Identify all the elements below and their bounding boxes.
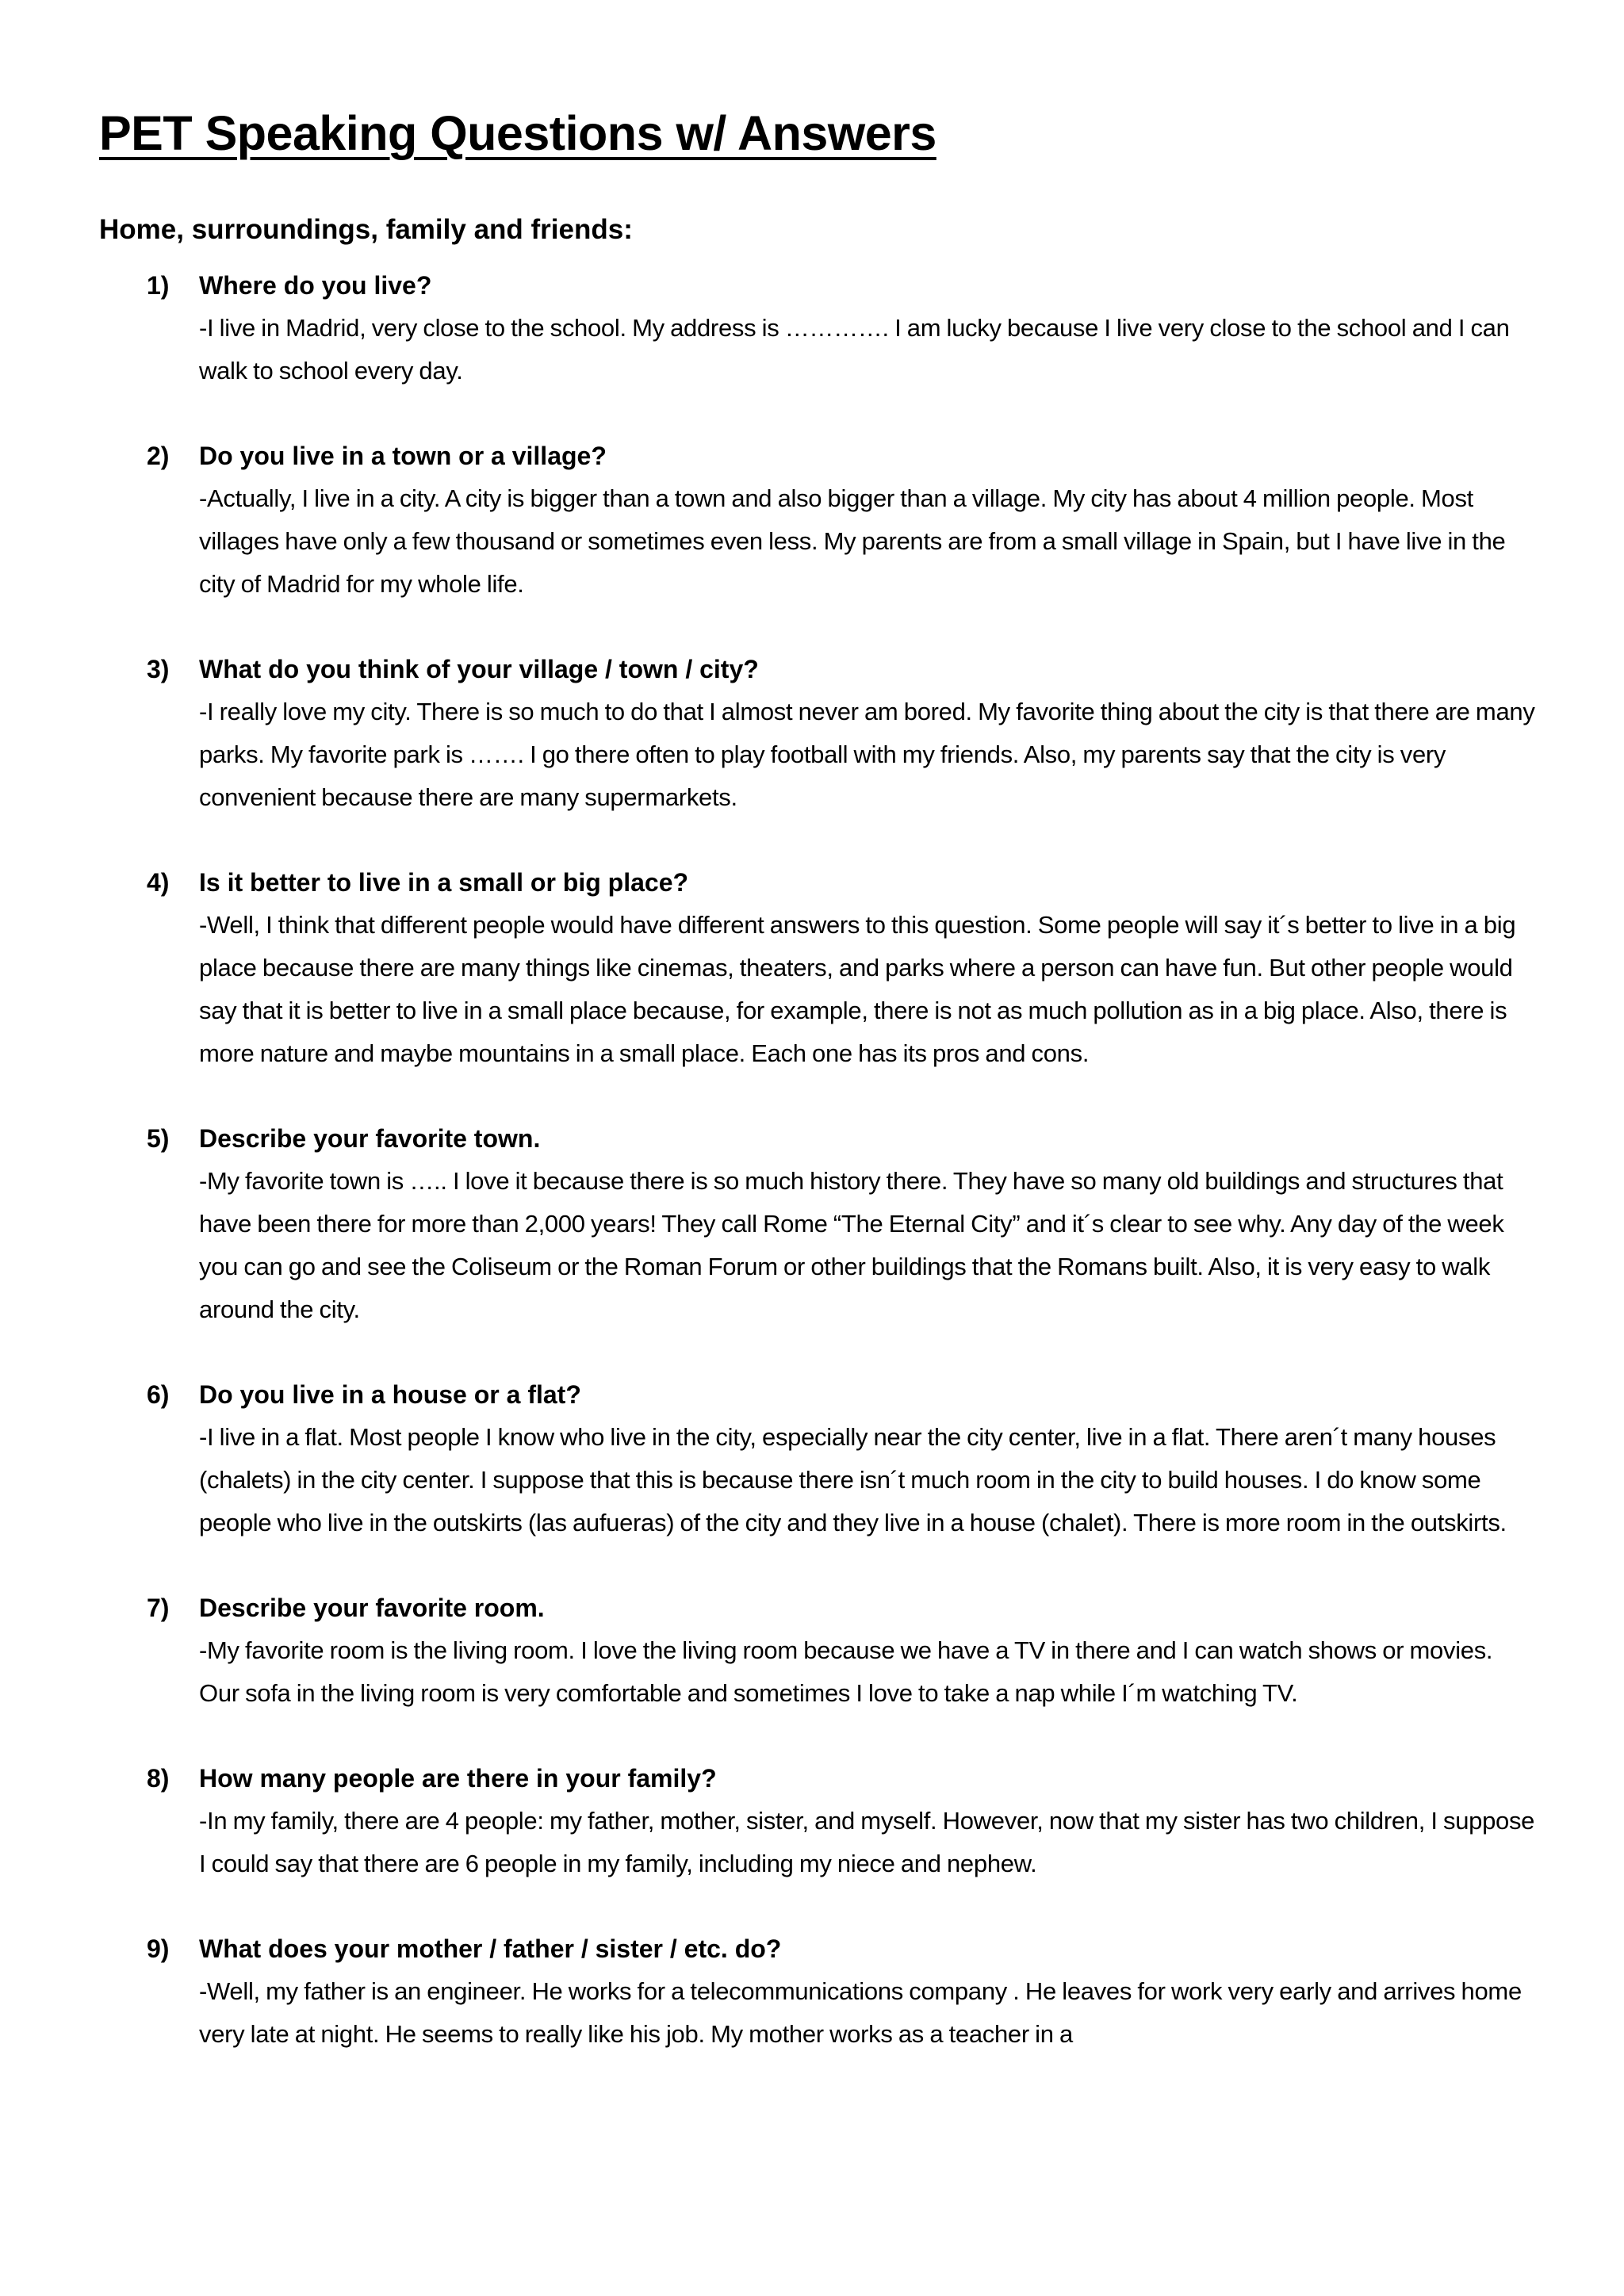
answer-text: -Well, I think that different people would have different answers to this question. Some people will say it´s better to live in a big place because there are many things like cinemas, theaters, and parks where a person can have fun. But other people would say that it is better to live in a small place because, for example, there is not as much pollution as in a big place. Also, there is more nature and maybe mountains in a small place. Each one has its pros and cons. <box>199 911 1516 1067</box>
question-number: 8) <box>147 1764 170 1793</box>
question-text: What does your mother / father / sister / etc. do? <box>199 1934 782 1963</box>
question-item-8 <box>99 1757 1537 1885</box>
question-number: 1) <box>147 271 170 300</box>
answer-text: -I live in Madrid, very close to the school. My address is …………. I am lucky because I live very close to the school and I can walk to school every day. <box>199 314 1510 385</box>
question-text: What do you think of your village / town / city? <box>199 655 759 683</box>
question-number: 7) <box>147 1594 170 1622</box>
question-text: Describe your favorite room. <box>199 1594 545 1622</box>
question-item-7 <box>99 1586 1537 1715</box>
question-item-1 <box>99 264 1537 392</box>
question-list <box>99 264 1537 2056</box>
question-number: 2) <box>147 442 170 470</box>
question-item-5 <box>99 1117 1537 1331</box>
answer-text: -Well, my father is an engineer. He works for a telecommunications company . He leaves for work very early and arrives home very late at night. He seems to really like his job. My mother works as a teacher in a <box>199 1977 1522 2048</box>
question-text: How many people are there in your family? <box>199 1764 717 1793</box>
question-number: 6) <box>147 1380 170 1409</box>
question-item-9 <box>99 1927 1537 2056</box>
answer-text: -My favorite town is ….. I love it because there is so much history there. They have so many old buildings and structures that have been there for more than 2,000 years! They call Rome “The Eternal City” and it´s clear to see why. Any day of the week you can go and see the Coliseum or the Roman Forum or other buildings that the Romans built. Also, it is very easy to walk around the city. <box>199 1167 1504 1323</box>
answer-text: -Actually, I live in a city. A city is bigger than a town and also bigger than a village. My city has about 4 million people. Most villages have only a few thousand or sometimes even less. My parents are from a small village in Spain, but I have live in the city of Madrid for my whole life. <box>199 484 1506 598</box>
answer-text: -In my family, there are 4 people: my father, mother, sister, and myself. However, now that my sister has two children, I suppose I could say that there are 6 people in my family, including my niece and nephew. <box>199 1807 1535 1877</box>
answer-text: -I live in a flat. Most people I know who live in the city, especially near the city center, live in a flat. There aren´t many houses (chalets) in the city center. I suppose that this is because there isn´t much room in the city to build houses. I do know some people who live in the outskirts (las aufueras) of the city and they live in a house (chalet). There is more room in the outskirts. <box>199 1423 1507 1536</box>
document-title: PET Speaking Questions w/ Answers <box>99 106 936 160</box>
question-item-4 <box>99 861 1537 1075</box>
answer-text: -My favorite room is the living room. I love the living room because we have a TV in there and I can watch shows or movies. Our sofa in the living room is very comfortable and sometimes I love to take a nap while I´m watching TV. <box>199 1636 1493 1707</box>
question-number: 4) <box>147 868 170 897</box>
question-text: Describe your favorite town. <box>199 1124 541 1153</box>
question-number: 3) <box>147 655 170 683</box>
question-text: Do you live in a house or a flat? <box>199 1380 581 1409</box>
question-text: Do you live in a town or a village? <box>199 442 607 470</box>
question-item-6 <box>99 1373 1537 1544</box>
section-heading: Home, surroundings, family and friends: <box>99 214 633 245</box>
question-item-3 <box>99 648 1537 819</box>
question-text: Is it better to live in a small or big place? <box>199 868 689 897</box>
question-text: Where do you live? <box>199 271 432 300</box>
answer-text: -I really love my city. There is so much to do that I almost never am bored. My favorite thing about the city is that there are many parks. My favorite park is ……. I go there often to play football with my friends. Also, my parents say that the city is very convenient because there are many supermarkets. <box>199 698 1535 811</box>
question-number: 5) <box>147 1124 170 1153</box>
question-number: 9) <box>147 1934 170 1963</box>
question-item-2 <box>99 434 1537 606</box>
